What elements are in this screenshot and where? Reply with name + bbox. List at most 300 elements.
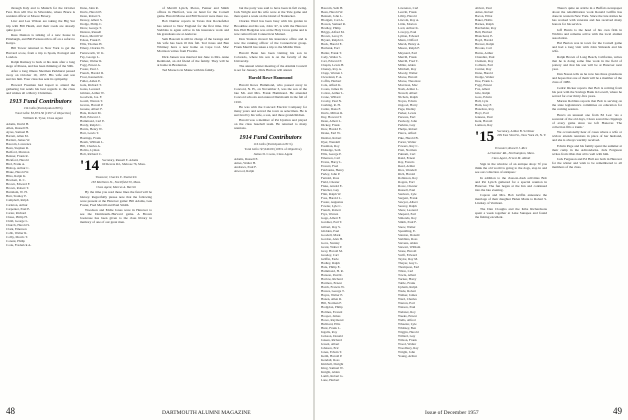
contributor-name: Brewer, Ralph xyxy=(475,42,495,47)
contributor-name: Sanborn, Lyle xyxy=(398,192,417,197)
contributor-name: Woodbury, Ray xyxy=(398,345,419,350)
contributor-name: Hubbard, Ellis xyxy=(321,321,341,326)
contributor-name: Gage, Albert F. xyxy=(321,216,342,221)
paragraph: Russ Dunton is talking of a new house in Pittsburgh, and Bill Farnsworth is off on a safari to Kenya. xyxy=(6,32,75,46)
contributor-name: Fuller, Alden E. xyxy=(80,78,101,83)
contributor-name: Pierce, Alfred xyxy=(398,131,417,136)
contributor-name: Rogers, Earl xyxy=(398,180,415,185)
paragraph: Howard Freeman had hoped to attend the gathering but sends his best regards to the class and wishes all a Merry Christmas. xyxy=(6,82,75,95)
class-notes-text xyxy=(552,6,622,169)
paragraph: Here's an unusual one from Ed Lee: 'As a souvenir of the old days, I have saved the clippings of every game since we left Hanover. The collection fills a trunk.' xyxy=(552,112,622,129)
paragraph: After a long illness Sherman Parkhurst passed away on October 19, 1957. His wife and son survive him. Your class has sent its sympathy. xyxy=(6,69,75,82)
contributor-name: Burnham, W. H. xyxy=(6,190,28,195)
class-header-14 xyxy=(80,159,152,174)
contributor-name: Nichols, Ralph xyxy=(398,95,418,100)
contributor-name: Bennett, John L. xyxy=(321,14,343,19)
contributor-name: Field, Chester xyxy=(321,180,340,185)
contributor-name: Hale, Philip E. xyxy=(321,265,341,269)
contributor-name: Noyes, Edwin xyxy=(398,99,417,104)
contributor-name: Baker, Hollis xyxy=(475,18,493,23)
contributor-name: Carpenter, Paul E. xyxy=(6,206,31,211)
fund-subtitle-1914: 116 Gifts (Participation 81%) xyxy=(253,141,293,146)
contributor-name: Hoyt, Earl xyxy=(475,111,489,116)
contributor-name: Miller, Alden xyxy=(398,62,416,67)
fund-subtitle-1913: 134 Gifts (Participation 80%) xyxy=(23,106,63,110)
contributor-name: Fowler, Lyle C. xyxy=(321,204,342,209)
contributor-name: Ames, Robert xyxy=(475,10,494,15)
paragraph: Seth Bascom is still in charge of the Grange and his wife has been ill this fall. Ted Jones and Ben Whitney have a new home on Cape Cod. Mac Morrison writes from Florida. xyxy=(157,37,229,54)
contributor-name: Fogg, Ernest A. xyxy=(80,62,101,67)
right-column-2 xyxy=(398,6,470,406)
contributor-name: Powers, Ray C. xyxy=(398,143,419,148)
contributor-list-1914-cont xyxy=(398,6,470,358)
contributor-name: Hammond, Carl E. xyxy=(80,119,105,124)
contributor-name: Dana, Harold xyxy=(475,70,493,75)
contributor-name: Johnson, Eric xyxy=(321,345,339,350)
fund-agent-1913: William R. Tyrer, Class Agent xyxy=(23,116,63,121)
contributor-name: Hooper, James xyxy=(321,313,341,318)
magazine-footer: DARTMOUTH ALUMNI MAGAZINE xyxy=(162,410,251,416)
contributor-name: Gray, Harold M. xyxy=(321,248,343,253)
contributor-name: Greene, Albert F. xyxy=(80,107,103,112)
contributor-name: Young, Arthur xyxy=(398,354,417,359)
contributor-name: Clark, Emerson xyxy=(6,226,27,231)
contributor-name: Buck, Harold E. xyxy=(321,42,343,47)
contributor-name: Wilson, Frank xyxy=(398,337,417,342)
contributor-name: Merrill, Frank xyxy=(398,54,417,59)
contributor-name: Hammond, H. R. xyxy=(321,269,344,274)
contributor-name: Carleton, Arthur xyxy=(6,202,28,207)
contributor-name: Frye, Warren xyxy=(321,212,339,217)
contributor-name: Boyd, Harold xyxy=(475,38,493,43)
contributor-name: Fairbanks, Henry xyxy=(321,167,344,172)
paragraph: Cedric Ricker reports that Bob is retiring from his post with the Savings Bank in Lowell, where he served for over thirty-five years. xyxy=(552,85,622,98)
contributor-name: Gardner, Earl T. xyxy=(321,220,343,225)
contributor-name: Allen, Russell H. xyxy=(6,125,29,130)
issue-footer: Issue of December 1957 xyxy=(425,410,479,416)
contributor-name: Hall, Edward J. xyxy=(80,115,101,120)
contributor-name: Barrett, Allen M. xyxy=(6,133,29,138)
contributor-name: Cushing, R. H. xyxy=(321,103,341,108)
contributor-name: Edson, Frank P. xyxy=(80,38,101,43)
contributor-name: Rowe, Chester xyxy=(398,184,418,189)
paragraph: By the time you read these lines the fund will be history. Regretfully please note that the following were present at the Hanover game: Bill Adams, Gus Foster, Fred Merrill and Paul Smith. xyxy=(80,190,152,207)
contributor-name: Keith, Harold P. xyxy=(321,354,343,359)
contributor-list-1914-cont xyxy=(321,6,393,382)
contributor-name: Fay, George L. xyxy=(80,54,100,59)
page-number-left: 48 xyxy=(6,406,15,416)
contributor-name: Bliss, Ralph K. xyxy=(6,174,27,179)
class-agent-line: Class Agent, Ernest M. Abbott xyxy=(491,156,531,161)
contributor-name: Rand, Ernest xyxy=(398,155,416,160)
contributor-name: French, Harold D. xyxy=(80,70,104,75)
contributor-name: Tilton, Carl xyxy=(398,269,414,274)
contributor-name: Adams, Russell E. xyxy=(234,157,259,162)
contributor-name: Towle, Albert xyxy=(398,273,417,278)
paragraph: Harold Rowe Hammond, who passed away in Concord, N. H., on November 3, was the son of the late Mr. and Mrs. Frank Hammond. He attended Concord schools and entered Dartmouth in the fall of 1910. xyxy=(234,83,307,104)
contributor-name: Dow, Harold E. xyxy=(321,127,342,132)
contributor-name: Coons, James D. xyxy=(321,86,344,91)
contributor-name: Carter, Richard xyxy=(6,210,27,215)
contributor-name: Burr, Stanley P. xyxy=(6,194,27,199)
contributor-name: Foster, Augustus xyxy=(321,200,344,205)
paragraph: of Merrill Lynch, Pierce, Fenner and Smith offices in Hartford, was on hand for the Cornell game. Harold Morse and Bill Stewart were there too. xyxy=(157,6,229,19)
contributor-name: Barnes, Ralph xyxy=(475,22,494,27)
obituary-text xyxy=(234,83,307,130)
contributor-name: Tuttle, Frank xyxy=(398,281,416,286)
contributor-name: Whitney, Ben xyxy=(398,325,417,330)
treasurer-address: 163 Marlboro St., Northfield 50, Mass. xyxy=(91,179,141,184)
class-notes-text xyxy=(234,6,307,72)
contributor-name: Adams, David H. xyxy=(6,121,30,126)
contributor-name: Leavitt, Frank xyxy=(398,10,417,15)
contributor-name: Lane, Herbert xyxy=(321,378,340,383)
obituary-heading: Harold Rowe Hammond xyxy=(248,75,293,81)
contributor-name: Eastman, Roy xyxy=(321,143,340,148)
contributor-name: Marsh, Henry A. xyxy=(398,42,421,47)
contributor-name: Swift, Edward xyxy=(398,252,418,257)
contributor-name: Crane, Willard xyxy=(321,95,341,100)
contributor-name: Hill, Charles A. xyxy=(80,143,101,148)
paragraph: The Dan Clougha and the Kibe Richardsons spent a week together at Lake Sunapee and found the fishing excellent. xyxy=(475,206,547,219)
contributor-name: Everett, Fred xyxy=(321,163,339,168)
contributor-name: Upham, Ralph xyxy=(398,285,418,290)
contributor-name: Griffin, Earle xyxy=(321,256,339,261)
contributor-name: Briggs, Alfred M. xyxy=(321,30,345,35)
contributor-name: Gilbert, Ray S. xyxy=(321,224,341,229)
contributor-name: Snow, Walter xyxy=(398,224,416,229)
contributor-name: Bradley, Philip xyxy=(321,26,341,31)
contributor-name: Shepard, Earl xyxy=(398,212,416,217)
contributor-name: Hatch, Francis W. xyxy=(321,285,345,290)
contributor-name: Conant, Philip xyxy=(6,238,26,243)
class-notes-text xyxy=(157,6,229,72)
contributor-name: Farnsworth, W. K. xyxy=(80,50,105,55)
class-number-14: '14 xyxy=(80,157,100,174)
contributor-name: Benner, Frank R. xyxy=(6,153,29,158)
paragraph: We occasionally hear of cases where a wife or widow attends reunions in place of her husband, and she is always warmly received. xyxy=(552,130,622,143)
contributor-name: Page, Dudley xyxy=(398,107,416,112)
paragraph: Linc and Lee Wilson are taking the Big Sur trip with Bill Heath, and their roads are already quite good. xyxy=(6,19,75,32)
contributor-name: Cady, Walter S. xyxy=(321,54,342,59)
right-column-4 xyxy=(552,6,622,406)
contributor-name: Morse, Theodore xyxy=(398,78,421,83)
contributor-name: Gould, Warren T. xyxy=(80,99,103,104)
contributor-name: Simonds, Roy xyxy=(398,216,417,221)
contributor-name: Parsons, Earl xyxy=(398,115,416,120)
contributor-name: Jewett, Albert xyxy=(321,341,340,346)
contributor-name: Heath, William L. xyxy=(80,139,104,144)
contributor-list-1914-end xyxy=(475,6,547,127)
contributor-name: Crosby, Paul N. xyxy=(321,99,342,104)
contributor-name: Kendall, Ross xyxy=(321,358,340,363)
contributor-name: Colburn, Earl xyxy=(475,62,493,67)
contributor-name: Dunbar, Robert xyxy=(321,135,342,140)
class-officers-15 xyxy=(497,130,546,138)
contributor-name: Goss, Edwin xyxy=(475,95,492,100)
contributor-name: Spaulding, E. xyxy=(398,228,416,233)
contributor-name: Hardy, Ralph C. xyxy=(80,123,102,128)
contributor-name: Dodge, Philip C. xyxy=(80,22,103,27)
contributor-name: Fisher, Walter R. xyxy=(80,58,103,63)
contributor-name: Emery, Charles W. xyxy=(80,46,105,51)
contributor-name: Stevens, Alden xyxy=(398,240,418,245)
secretary-address: 209 East 52nd St., New York 22, N. Y. xyxy=(497,133,547,138)
fund-heading-1913: 1913 Fund Contributors xyxy=(9,98,72,105)
contributor-name: Bowen, Samuel R. xyxy=(321,22,346,27)
contributor-name: Smith, Paul F. xyxy=(398,220,417,225)
contributor-name: Cleveland, F. A. xyxy=(321,74,343,79)
contributor-name: Brown, Leroy E. xyxy=(321,34,344,39)
contributor-name: Jackson, Donald xyxy=(321,333,343,338)
contributor-name: Bean, Stephen R. xyxy=(6,145,29,150)
contributor-list-1913-cont xyxy=(80,6,152,156)
paragraph: Woodson and Eddie Jones were in Hanover to see the Dartmouth–Harvard game. A Brown bookcase has been given to the class library in memory of one of our great men. xyxy=(80,208,152,225)
contributor-name: Gates, Leonard xyxy=(80,86,101,91)
contributor-name: Gove, Stanley xyxy=(321,240,340,245)
contributor-name: Wood, Walter xyxy=(398,341,417,346)
class-agent-line: Class Agent, Marcus A. Barrett xyxy=(96,184,136,189)
paragraph: Edwin Page and his family spent the summer at their camp in the Adirondacks. Jack Ferguson writes from Ohio that all is well with him. xyxy=(552,143,622,156)
class-officers-14 xyxy=(102,159,145,167)
contributor-name: Osgood, Harry xyxy=(398,103,418,108)
contributor-name: Blake, Harold W. xyxy=(6,170,29,175)
paragraph: Bill Tower returned to New York to get the Harvard score, from a trip to Spain, Portugal and London. xyxy=(6,46,75,59)
contributor-name: Burns, Arthur xyxy=(475,50,494,55)
contributor-list-1914 xyxy=(234,157,307,173)
contributor-name: Bean, Harold W. xyxy=(321,10,343,15)
contributor-name: Mitchell, Roy xyxy=(398,66,417,71)
treasurer-address: 44 Summer Rd., Northampton, Mass. xyxy=(487,151,535,156)
paragraph: Don Stanton moved his insurance office and is now the ranking officer of the Connecticut group. Frank Merrill has taken a trip to the Middle West. xyxy=(234,37,307,50)
contributor-name: Drake, Earl W. xyxy=(321,131,341,136)
contributor-name: Flint, Ralph W. xyxy=(321,192,342,197)
contributor-name: Rice, Wendell xyxy=(398,167,417,172)
contributor-name: Batchelder, Roy xyxy=(475,26,497,31)
contributor-name: Cotton, Arthur L. xyxy=(321,90,344,95)
contributor-name: Thayer, Guy L. xyxy=(398,260,419,265)
contributor-name: Ray, Francis xyxy=(398,159,415,164)
contributor-name: Doe, Frank L. xyxy=(475,78,494,83)
class-header-15 xyxy=(475,130,547,145)
paragraph: Ralph Brown of Long Beach, California, writes that he is doing some fine work in the field of pottery and that his son will be at Hanover next year. xyxy=(552,54,622,71)
contributor-name: Hayes, Walter E. xyxy=(321,293,344,298)
contributor-name: Russell, Paul xyxy=(398,188,416,193)
contributor-name: Fiske, Arnold E. xyxy=(321,184,343,189)
paragraph: through Italy and to Munich for the October Fest. Don will live in Silverdale, where Bruce is resident officer at Moore Bavery. xyxy=(6,6,75,19)
contributor-name: Bishop, Arthur C. xyxy=(6,166,30,171)
contributor-name: Atwood, Ralph xyxy=(234,169,255,174)
paragraph: Harold was a member of Psi Upsilon and played on the class baseball team. He returned to many reunions. xyxy=(234,118,307,131)
contributor-name: King, Samuel W. xyxy=(321,366,344,371)
contributor-name: Ayres, Samuel H. xyxy=(6,129,30,134)
contributor-name: Wade, Robert xyxy=(398,289,417,294)
contributor-name: Coffin, Herbert xyxy=(321,78,342,83)
contributor-name: Day, Howard T. xyxy=(321,115,342,120)
contributor-name: Howe, Raymond xyxy=(321,317,344,322)
paragraph: There's quite an article in a Buffalo newspaper about the rehabilitation work Ronald Griffin has done in western New York. Since the late sixties he has worked with veterans and has received many honors for his service. xyxy=(552,6,622,27)
contributor-name: Pratt, Norman xyxy=(398,147,417,152)
contributor-name: Dean, Robert S. xyxy=(80,14,102,19)
contributor-name: Webster, Roy xyxy=(398,309,416,314)
contributor-name: Clapp, Warren J. xyxy=(321,70,344,75)
paragraph: Hal Burton was in town for the Cornell game and had a long visit with John Simonds and his wife. xyxy=(552,41,622,54)
paragraph: He was with the Concord Electric Company for many years and served the town as selectman. He is survived by his wife, a son, and three grandchildren. xyxy=(234,104,307,117)
left-column-3 xyxy=(157,6,229,406)
contributor-name: Chase, Philip H. xyxy=(6,214,28,219)
contributor-name: Brown, Edward F. xyxy=(6,182,31,187)
contributor-name: Thompson, Earl xyxy=(398,265,420,269)
contributor-name: Eldredge, Seth xyxy=(321,147,341,152)
contributor-name: Holt, Richard C. xyxy=(80,151,102,156)
contributor-name: Bartlett, James W. xyxy=(6,137,30,142)
contributor-name: Emerson, Carl xyxy=(321,155,341,160)
contributor-name: Bacon, Elliot xyxy=(475,14,493,19)
contributor-name: Brown, Robert T. xyxy=(6,186,29,191)
contributor-name: Ingalls, Roy xyxy=(321,329,338,334)
contributor-name: Porter, Walter xyxy=(398,139,417,144)
contributor-name: Dickey, Frank xyxy=(321,123,340,128)
right-page xyxy=(315,0,628,420)
contributor-name: Lamb, Robert G. xyxy=(321,374,344,379)
contributor-name: Blanchard, E. xyxy=(475,34,494,39)
contributor-name: Cobb, Walter R. xyxy=(6,230,28,235)
contributor-name: Sawyer, Albert xyxy=(398,200,418,205)
contributor-name: Hart, Lewis T. xyxy=(80,131,99,136)
contributor-name: Dodge, Walter xyxy=(475,74,495,79)
contributor-name: Libby, Harold xyxy=(398,14,417,19)
contributor-name: Cook, Frederick A. xyxy=(6,242,32,247)
contributor-name: Ward, Charles xyxy=(398,297,417,302)
contributor-name: Sargent, Frank xyxy=(398,196,418,201)
contributor-name: Lyman, Edward xyxy=(398,34,420,39)
contributor-name: Hall, Lyle xyxy=(475,99,489,104)
contributor-name: Colby, Morris T. xyxy=(6,234,28,239)
contributor-name: French, Robert xyxy=(321,208,341,213)
contributor-name: Wiggin, Harold xyxy=(398,329,419,334)
contributor-name: Fernald, Ross xyxy=(321,175,340,180)
contributor-name: Pike, Harold B. xyxy=(398,135,419,140)
contributor-name: Morse, Harold xyxy=(398,74,418,79)
contributor-name: Butler, Frank T. xyxy=(321,50,342,55)
contributor-name: Lincoln, Ray A. xyxy=(398,18,420,23)
contributor-name: Knight, Alden xyxy=(321,370,340,375)
contributor-name: Goodwin, Jos. F. xyxy=(80,95,103,100)
contributor-name: Bascom, Seth H. xyxy=(321,6,344,10)
contributor-name: Little, Morton xyxy=(398,22,417,27)
paragraph: Charles Ward has been busy with his garden in Brookline and his son, John '47, is with the Hanover Inn. Phil Hodgdon was at the Holy Cross game and is now retired from Connecticut Mutual. xyxy=(234,19,307,36)
contributor-name: Cutler, Dana F. xyxy=(321,107,341,112)
contributor-name: Stebbins, Ross xyxy=(398,236,418,241)
secretary-line: Secretary, Arthur B. Scribner xyxy=(497,129,535,134)
contributor-name: Stone, Harold xyxy=(398,248,417,253)
contributor-name: Chandler, Paul xyxy=(475,54,495,59)
contributor-name: Watson, Paul xyxy=(398,305,416,310)
contributor-name: Bird, Frank A. xyxy=(6,162,26,167)
treasurer-line: Treasurer, Charles E. Shutterleb xyxy=(95,174,137,179)
contributor-name: Gilman, Arthur W. xyxy=(80,90,105,95)
paragraph: Dick Jansen was married last June to Mrs. Anne Redmond, an old friend of the family. They will be at home in Bradenton. xyxy=(157,54,229,67)
left-column-1 xyxy=(6,6,75,406)
contributor-name: Nash, Arthur L. xyxy=(398,86,419,91)
contributor-name: Chapin, Lewis H. xyxy=(321,62,345,67)
contributor-name: Hawes, George T. xyxy=(321,289,345,294)
paragraph: Marion Robbins reports that Bob is serving on the state legislature's committee on education for the coming session. xyxy=(552,99,622,112)
contributor-name: Lawrence, Carl xyxy=(398,6,419,10)
contributor-name: Robinson, Roy xyxy=(398,175,418,180)
contributor-name: Stanton, Donald xyxy=(398,232,420,237)
contributor-name: Dewey, Albert S. xyxy=(80,18,103,23)
paragraph: Sign in the window of an antique shop: 'If you think the old world is going to the dogs, stop in and see our collection of antiques.' xyxy=(475,162,547,175)
contributor-name: Wheeler, Lyle xyxy=(398,321,417,326)
right-column-3 xyxy=(475,6,547,406)
contributor-name: Seavey, Ralph xyxy=(398,204,417,209)
contributor-name: Taylor, Ray M. xyxy=(398,256,418,261)
contributor-name: Davis, Harold E. xyxy=(80,10,103,15)
contributor-name: Reed, Arthur xyxy=(398,163,416,168)
contributor-name: Maynard, Earl xyxy=(398,50,418,55)
contributor-name: Weeks, Ernest xyxy=(398,313,417,318)
contributor-name: Moody, Walter xyxy=(398,70,418,75)
contributor-name: Goodell, Mark xyxy=(321,232,341,237)
contributor-name: Perkins, Guy xyxy=(398,123,416,128)
contributor-name: Hale, Robert M. xyxy=(80,111,102,116)
right-column-1 xyxy=(321,6,393,406)
contributor-name: Ellis, Thomas H. xyxy=(80,42,103,47)
contributor-name: Rich, Harold xyxy=(398,171,416,176)
contributor-name: Frost, Kenneth R. xyxy=(80,74,104,79)
paragraph: The annual winter meeting of the Alumni Council is set for January. Dick Harlow will attend. xyxy=(234,63,307,73)
contributor-name: Brackett, R. C. xyxy=(6,178,26,183)
contributor-name: Ellis, George P. xyxy=(321,151,342,156)
paragraph: Ted Morse is in Maine with his family. xyxy=(162,68,215,73)
contributor-name: Shaw, Leonard xyxy=(398,208,418,213)
contributor-name: Lord, Arthur K. xyxy=(398,26,419,31)
contributor-name: Tucker, Harry xyxy=(398,277,417,282)
contributor-name: Newell, Albert xyxy=(398,90,418,95)
contributor-name: Parker, Lewis xyxy=(398,111,417,116)
contributor-name: Jones, Edwin T. xyxy=(321,349,342,354)
page-number-right: 49 xyxy=(613,406,622,416)
fund-detail-1913: Total Gifts: $5,874.50 (1957 of Objective) xyxy=(15,111,71,116)
contributor-name: Blodgett, Carl A. xyxy=(321,18,344,23)
contributor-name: Hadley, Ralph xyxy=(321,260,340,265)
contributor-name: Drew, George T. xyxy=(80,26,102,31)
left-column-4 xyxy=(234,6,307,406)
contributor-name: Lamson, Ray xyxy=(475,123,493,128)
contributor-name: Currier, Ray xyxy=(475,66,492,71)
class-notes-text xyxy=(80,190,152,224)
contributor-name: Glidden, Paul xyxy=(321,228,340,233)
contributor-name: Grant, Walter P. xyxy=(321,244,342,249)
contributor-name: Morrison, Mac xyxy=(398,82,418,87)
contributor-name: Hill, Norman F. xyxy=(321,301,342,306)
contributor-name: Abbott, Paul xyxy=(475,6,492,10)
contributor-name: Harlow, Richard xyxy=(321,277,343,282)
contributor-name: Wells, Alfred xyxy=(398,317,416,322)
contributor-name: Bedford, Marston xyxy=(6,149,30,154)
contributor-name: Campbell, Ralph xyxy=(6,198,29,203)
contributor-name: Cole, Alfred K. xyxy=(321,82,342,87)
paragraph: Ralph Rumsey is back at his desk after a long siege of illness, and has been thinking of the 50th. xyxy=(6,59,75,68)
contributor-name: Hodgdon, Philip xyxy=(321,305,343,310)
contributor-name: Holmes, Everett xyxy=(321,309,343,314)
contributor-name: Clement, Roy xyxy=(475,58,494,63)
contributor-name: Brooks, Carl xyxy=(475,46,492,51)
contributor-name: Warren, Earl xyxy=(398,301,415,306)
contributor-name: Bryant, Ralph O. xyxy=(321,38,344,43)
treasurer-line: Treasurer, Russell J. Rice xyxy=(494,146,528,151)
